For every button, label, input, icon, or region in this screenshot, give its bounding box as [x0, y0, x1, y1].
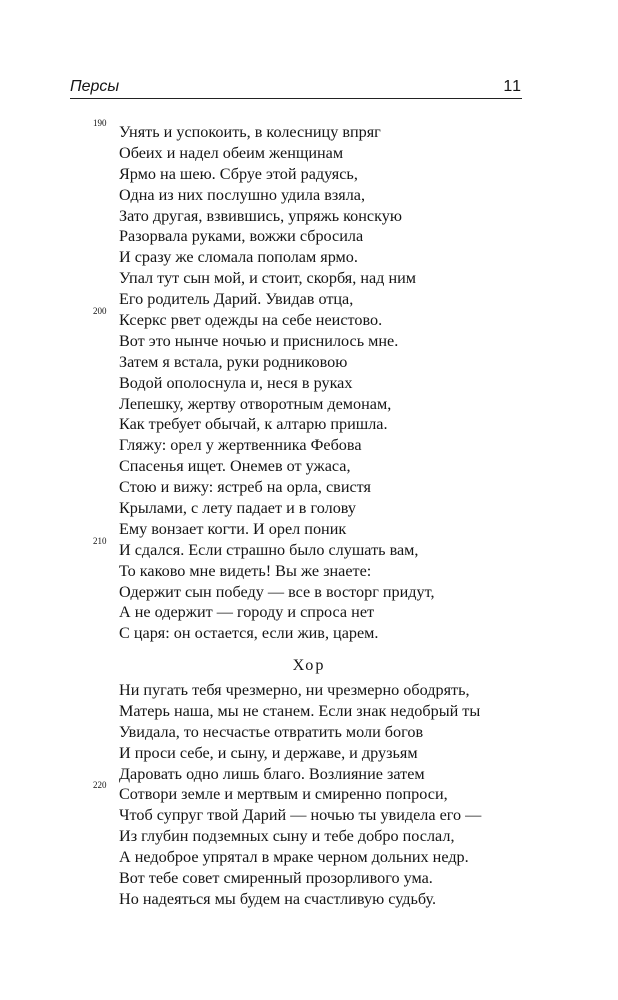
verse-line [119, 143, 559, 164]
verse-text: Из глубин подземных сыну и тебе добро послал, [119, 827, 455, 846]
verse-line [119, 331, 559, 352]
verse-text: Спасенья ищет. Онемев от ужаса, [119, 457, 351, 476]
verse-line [93, 535, 559, 561]
verse-text: Лепешку, жертву отворотным демонам, [119, 394, 392, 413]
verse-text: Вот тебе совет смиренный прозорливого ума. [119, 869, 433, 888]
verse-text: Одна из них послушно удила взяла, [119, 185, 366, 204]
page-header [70, 78, 522, 99]
verse-text: С царя: он остается, если жив, царем. [119, 624, 379, 643]
verse-text: Как требует обычай, к алтарю пришла. [119, 415, 388, 434]
verse-line [119, 435, 559, 456]
verse-text: Чтоб супруг твой Дарий — ночью ты увидела его — [119, 806, 482, 825]
verse-line [119, 868, 559, 889]
verse-text: Унять и успокоить, в колесницу впряг [119, 123, 381, 141]
verse-line [119, 743, 559, 764]
verse-text: И проси себе, и сыну, и державе, и друзьям [119, 743, 418, 762]
line-number: 190 [93, 118, 107, 128]
verse-text: Водой ополоснула и, неся в руках [119, 373, 353, 392]
verse-line [119, 247, 559, 268]
verse-text: Одержит сын победу — все в восторг придут, [119, 582, 435, 601]
verse-line [119, 722, 559, 743]
verse-text: А не одержит — городу и спроса нет [119, 603, 375, 622]
speaker-label: Хор [292, 656, 326, 674]
verse-line [119, 498, 559, 519]
speech-messenger [93, 118, 559, 644]
running-title: Персы [70, 78, 120, 95]
verse-line [119, 185, 559, 206]
verse-line [119, 268, 559, 289]
verse-line [93, 306, 559, 331]
verse-line [119, 394, 559, 415]
verse-text: То каково мне видеть! Вы же знаете: [119, 561, 372, 580]
verse-line [119, 680, 559, 701]
page-number: 11 [503, 78, 522, 95]
verse-line [119, 373, 559, 394]
speech-chorus [93, 680, 559, 910]
verse-line [119, 164, 559, 185]
verse-line [119, 602, 559, 623]
verse-line [119, 826, 559, 847]
verse-line [119, 701, 559, 722]
verse-text: Его родитель Дарий. Увидав отца, [119, 290, 354, 309]
verse-line [119, 206, 559, 227]
verse-line [119, 582, 559, 603]
verse-text: Ни пугать тебя чрезмерно, ни чрезмерно ободрять, [119, 681, 470, 699]
verse-text: Упал тут сын мой, и стоит, скорбя, над ним [119, 269, 417, 288]
verse-text: Но надеяться мы будем на счастливую судьбу. [119, 889, 437, 908]
verse-text: Разорвала руками, вожжи сбросила [119, 227, 364, 246]
verse-text: Вот это нынче ночью и приснилось мне. [119, 331, 399, 350]
verse-line [119, 456, 559, 477]
verse-line [119, 352, 559, 373]
verse-text: Сотвори земле и мертвым и смиренно попроси, [119, 785, 448, 804]
verse-line [119, 764, 559, 785]
verse-line [119, 477, 559, 498]
verse-line [119, 289, 559, 310]
verse-line [119, 519, 559, 540]
verse-text: Затем я встала, руки родниковою [119, 352, 348, 371]
verse-text: Даровать одно лишь благо. Возлияние затем [119, 764, 425, 783]
verse-text: Гляжу: орел у жертвенника Фебова [119, 436, 362, 455]
verse-line [93, 118, 559, 143]
verse-text: Обеих и надел обеим женщинам [119, 143, 344, 162]
verse-text: Ярмо на шею. Сбруе этой радуясь, [119, 164, 358, 183]
line-number: 210 [93, 535, 107, 546]
verse-line [119, 805, 559, 826]
verse-text: Крылами, с лету падает и в голову [119, 499, 356, 518]
verse-text: А недоброе упрятал в мраке черном дольних недр. [119, 848, 469, 867]
verse-line [119, 414, 559, 435]
verse-text: Увидала, то несчастье отвратить моли богов [119, 722, 424, 741]
verse-text: Ему вонзает когти. И орел поник [119, 519, 347, 538]
verse-line [119, 226, 559, 247]
verse-text: Зато другая, взвившись, упряжь конскую [119, 206, 402, 225]
verse-text: Ксеркс рвет одежды на себе неистово. [119, 311, 383, 330]
verse-text: Стою и вижу: ястреб на орла, свистя [119, 478, 371, 497]
line-number: 220 [93, 780, 107, 791]
verse-line [119, 561, 559, 582]
verse-line [119, 847, 559, 868]
verse-text: Матерь наша, мы не станем. Если знак недобрый ты [119, 701, 481, 720]
line-number: 200 [93, 306, 107, 317]
verse-text: И сразу же сломала пополам ярмо. [119, 248, 358, 267]
verse-line [93, 780, 559, 805]
verse-line [119, 889, 559, 910]
verse-line [119, 623, 559, 644]
verse-text: И сдался. Если страшно было слушать вам, [119, 540, 419, 559]
